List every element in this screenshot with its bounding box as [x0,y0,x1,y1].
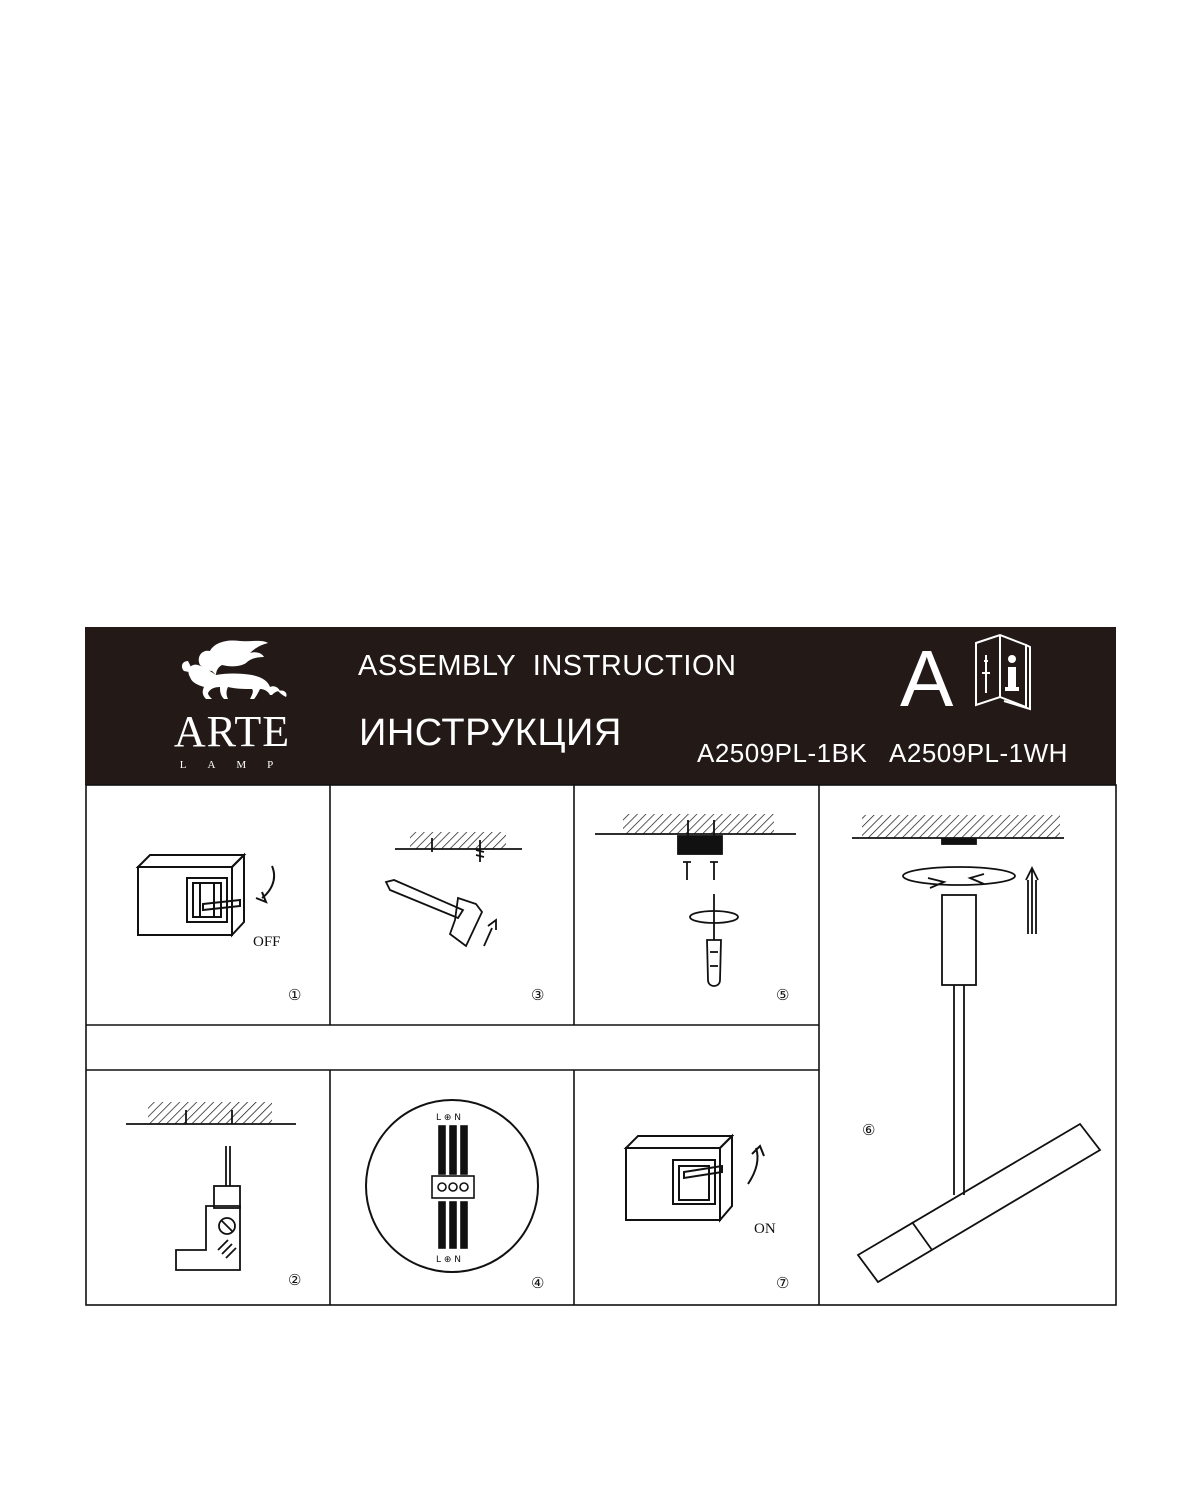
step-1 [138,855,301,1004]
brand-name: ARTE [173,707,291,756]
step-3 [386,832,544,1004]
step-1-number: ① [288,986,302,1004]
pendant-lamp-icon [852,815,1100,1282]
switch-on-icon [626,1136,764,1220]
switch-off-icon [138,855,274,935]
title-russian: ИНСТРУКЦИЯ [359,712,622,754]
step-2 [126,1102,301,1289]
ceiling-wire-connector-icon [126,1102,296,1270]
step-7 [626,1136,789,1292]
brand-subtitle: LAMP [179,759,295,771]
step-7-caption: ON [754,1221,776,1237]
class-letter: A [900,634,954,723]
model-numbers: A2509PL-1BK A2509PL-1WH [697,738,1068,768]
title-english: ASSEMBLY INSTRUCTION [358,650,737,682]
step-4-number: ④ [531,1274,545,1292]
step-6-number: ⑥ [862,1121,876,1139]
terminal-block-icon [432,1113,474,1265]
terminal-bottom-label: L ⊕ N [436,1255,462,1265]
screwdriver-mount-icon [595,814,796,986]
terminal-top-label: L ⊕ N [436,1113,462,1123]
step-7-number: ⑦ [776,1274,790,1292]
step-3-number: ③ [531,986,545,1004]
step-5-number: ⑤ [776,986,790,1004]
step-1-caption: OFF [253,934,281,950]
step-4 [366,1100,544,1292]
step-2-number: ② [288,1271,302,1289]
step-6 [852,815,1100,1282]
step-5 [595,814,796,1004]
hammer-drill-icon [386,832,522,946]
